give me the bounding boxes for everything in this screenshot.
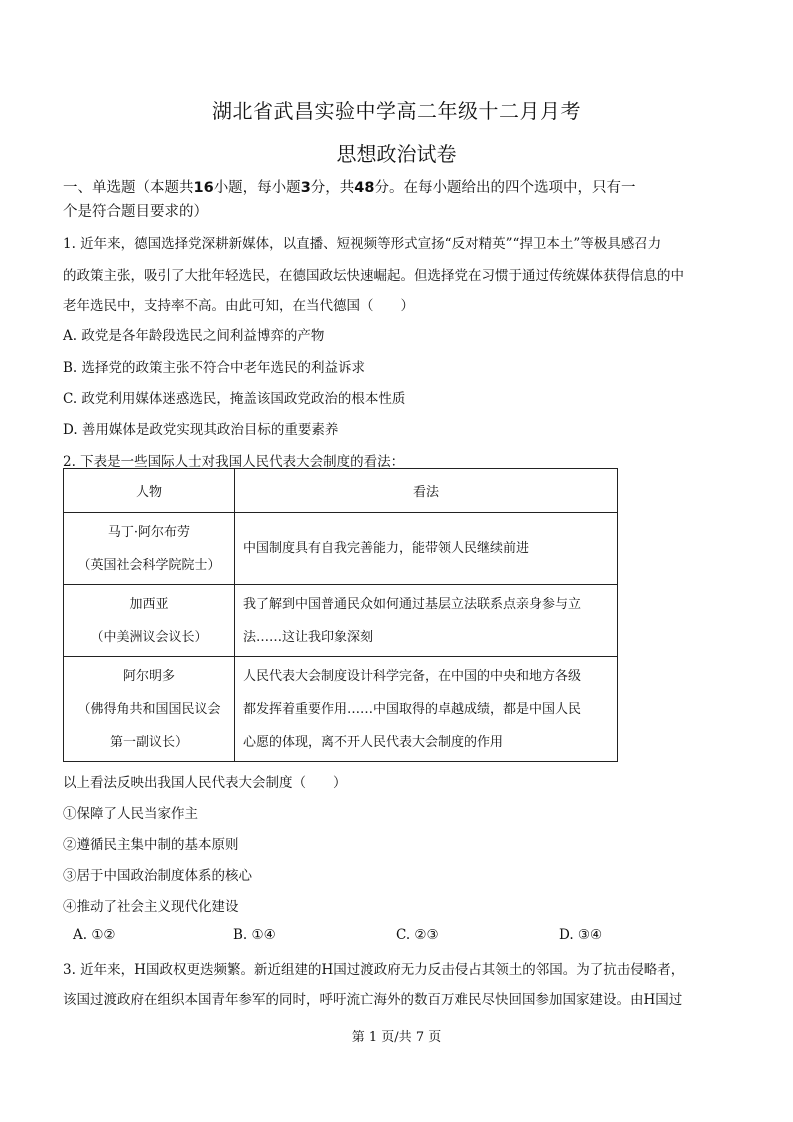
view-line: 法……这让我印象深刻 — [243, 629, 374, 645]
view-line: 都发挥着重要作用……中国取得的卓越成绩，都是中国人民 — [243, 701, 582, 717]
section-text-3: 分，共 — [310, 180, 355, 196]
q1-option-a: A. 政党是各年龄段选民之间利益博弈的产物 — [63, 328, 325, 344]
q1-option-d: D. 善用媒体是政党实现其政治目标的重要素养 — [63, 422, 339, 438]
q1-stem-line: 老年选民中，支持率不高。由此可知，在当代德国（ ） — [63, 298, 414, 314]
section-heading-line2: 个是符合题目要求的） — [63, 204, 208, 220]
person-title: （佛得角共和国国民议会 — [77, 701, 221, 717]
section-text-4: 分。在每小题给出的四个选项中，只有一 — [374, 180, 636, 196]
person-cell — [64, 585, 235, 657]
exam-subtitle: 思想政治试卷 — [336, 142, 457, 166]
person-name: 马丁·阿尔布劳 — [107, 524, 191, 540]
q1-stem-line: 的政策主张，吸引了大批年轻选民，在德国政坛快速崛起。但选择党在习惯于通过传统媒体获得信息的中 — [63, 268, 684, 284]
view-line: 我了解到中国普通民众如何通过基层立法联系点亲身参与立 — [243, 596, 582, 612]
person-title: 第一副议长） — [109, 734, 188, 750]
q2-item: ②遵循民主集中制的基本原则 — [63, 837, 239, 853]
header-view: 看法 — [235, 469, 618, 513]
table-header-row — [64, 469, 618, 513]
view-cell — [235, 657, 618, 762]
person-title: （中美洲议会议长） — [90, 629, 208, 645]
opinions-table — [63, 468, 618, 762]
view-line: 人民代表大会制度设计科学完备，在中国的中央和地方各级 — [243, 668, 582, 684]
table-row — [64, 585, 618, 657]
q2-question: 以上看法反映出我国人民代表大会制度（ ） — [63, 775, 347, 791]
q1-option-c: C. 政党利用媒体迷惑选民，掩盖该国政党政治的根本性质 — [63, 391, 406, 407]
view-cell — [235, 585, 618, 657]
q3-stem-line: 3. 近年来，H国政权更迭频繁。新近组建的H国过渡政府无力反击侵占其领土的邻国。为了抗击侵略者， — [63, 962, 685, 978]
section-heading — [63, 176, 635, 197]
q2-stem: 2. 下表是一些国际人士对我国人民代表大会制度的看法： — [63, 454, 405, 470]
total-points: 48 — [354, 180, 375, 196]
table-row — [64, 657, 618, 762]
person-cell — [64, 657, 235, 762]
section-text-2: 小题，每小题 — [213, 180, 301, 196]
view-cell — [235, 513, 618, 585]
person-title: （英国社会科学院院士） — [77, 557, 221, 573]
q2-item: ③居于中国政治制度体系的核心 — [63, 868, 252, 884]
q2-item: ①保障了人民当家作主 — [63, 806, 198, 822]
table-row — [64, 513, 618, 585]
person-name: 加西亚 — [129, 596, 169, 612]
q2-option-b: B. ①④ — [233, 927, 276, 943]
section-text-1: 一、单选题（本题共 — [63, 180, 194, 196]
view-line: 中国制度具有自我完善能力，能带领人民继续前进 — [243, 541, 530, 556]
q1-stem-line: 1. 近年来，德国选择党深耕新媒体，以直播、短视频等形式宣扬“反对精英”“捍卫本土”等极具感召力 — [63, 236, 662, 252]
question-count: 16 — [193, 180, 214, 196]
person-cell — [64, 513, 235, 585]
q2-option-d: D. ③④ — [559, 927, 603, 943]
points-per-question: 3 — [300, 180, 311, 196]
q3-stem-line: 该国过渡政府在组织本国青年参军的同时，呼吁流亡海外的数百万难民尽快回国参加国家建设。由H国过 — [63, 992, 683, 1008]
view-line: 心愿的体现，离不开人民代表大会制度的作用 — [243, 734, 504, 750]
q2-option-c: C. ②③ — [396, 927, 439, 943]
q2-item: ④推动了社会主义现代化建设 — [63, 899, 239, 915]
q2-option-a: A. ①② — [73, 927, 116, 943]
exam-title: 湖北省武昌实验中学高二年级十二月月考 — [212, 99, 581, 123]
page-footer: 第 1 页/共 7 页 — [351, 1030, 442, 1045]
q1-option-b: B. 选择党的政策主张不符合中老年选民的利益诉求 — [63, 360, 366, 376]
header-person: 人物 — [64, 469, 235, 513]
person-name: 阿尔明多 — [122, 668, 175, 684]
